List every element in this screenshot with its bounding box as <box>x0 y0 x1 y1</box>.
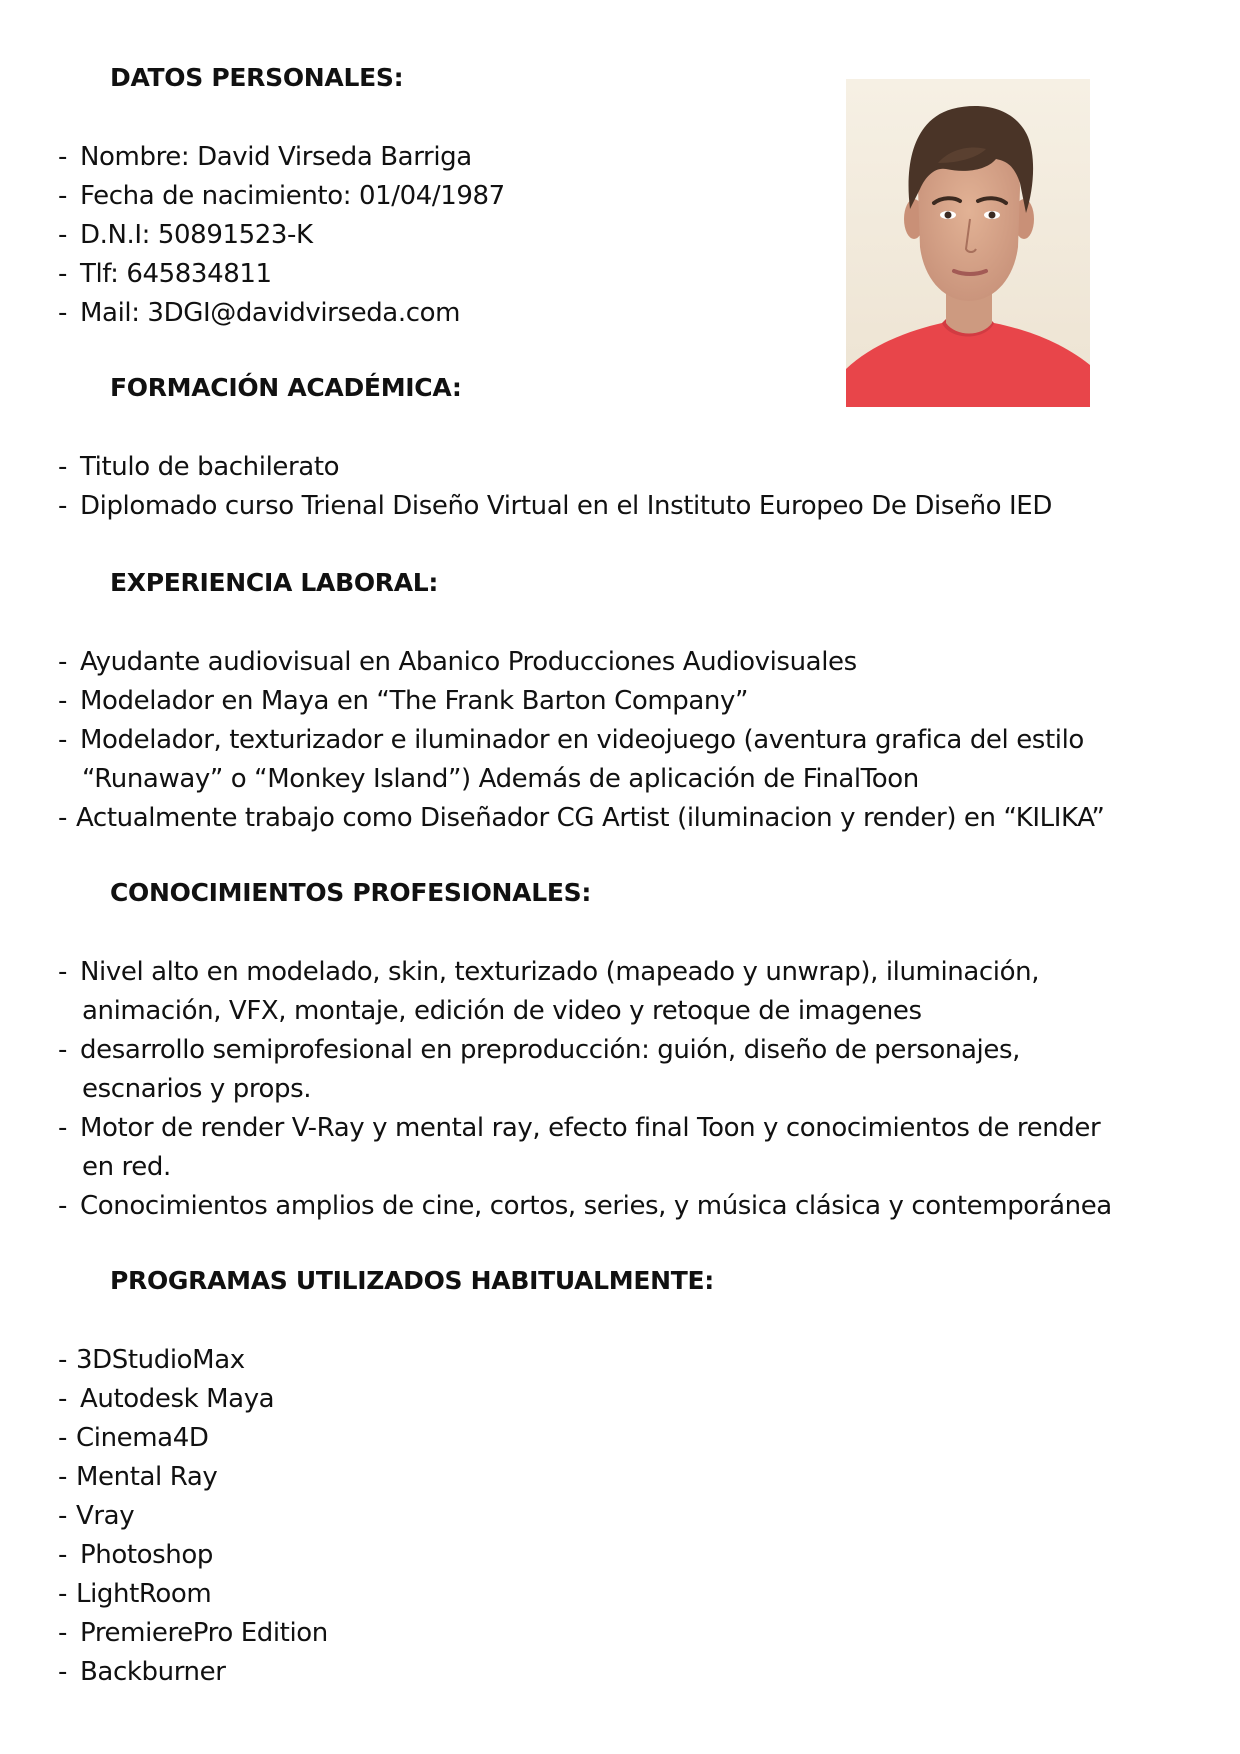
list-item: - 3DStudioMax <box>58 1345 245 1375</box>
section-experience <box>0 566 1240 838</box>
software-list <box>0 1341 1240 1692</box>
list-item: - Diplomado curso Trienal Diseño Virtual en el Instituto Europeo De Diseño IED <box>58 491 1052 521</box>
list-item: - Titulo de bachilerato <box>58 452 340 482</box>
list-item: - Fecha de nacimiento: 01/04/1987 <box>58 181 505 211</box>
email-item[interactable]: - Mail: 3DGI@davidvirseda.com <box>58 298 461 328</box>
experience-list <box>0 643 1240 838</box>
list-item: - Tlf: 645834811 <box>58 259 272 289</box>
personal-data-list <box>0 138 1240 333</box>
section-software <box>0 1264 1240 1692</box>
section-heading: DATOS PERSONALES: <box>110 63 404 92</box>
education-list <box>0 448 1240 526</box>
list-item: - Ayudante audiovisual en Abanico Producciones Audiovisuales <box>58 647 857 677</box>
list-item: - Actualmente trabajo como Diseñador CG Artist (iluminacion y render) en “KILIKA” <box>58 803 1105 833</box>
section-education <box>0 371 1240 526</box>
list-item: - desarrollo semiprofesional en preproducción: guión, diseño de personajes, escnarios y props. <box>58 1035 1020 1104</box>
list-item: - Modelador, texturizador e iluminador en videojuego (aventura grafica del estilo “Runaway” o “Monkey Island”) Además de aplicación de FinalToon <box>58 725 1084 794</box>
section-personal-data <box>0 61 1240 333</box>
section-skills <box>0 876 1240 1226</box>
list-item: - D.N.I: 50891523-K <box>58 220 313 250</box>
list-item: - Autodesk Maya <box>58 1384 275 1414</box>
list-item: - PremierePro Edition <box>58 1618 328 1648</box>
section-heading: EXPERIENCIA LABORAL: <box>110 568 439 597</box>
list-item: - Conocimientos amplios de cine, cortos, series, y música clásica y contemporánea <box>58 1191 1112 1221</box>
skills-list <box>0 953 1240 1226</box>
list-item: - Nivel alto en modelado, skin, texturizado (mapeado y unwrap), iluminación, animación, VFX, montaje, edición de video y retoque de imagenes <box>58 957 1040 1026</box>
list-item: - Cinema4D <box>58 1423 209 1453</box>
section-heading: PROGRAMAS UTILIZADOS HABITUALMENTE: <box>110 1266 714 1295</box>
section-heading: CONOCIMIENTOS PROFESIONALES: <box>110 878 592 907</box>
list-item: - Vray <box>58 1501 135 1531</box>
list-item: - Mental Ray <box>58 1462 218 1492</box>
section-heading: FORMACIÓN ACADÉMICA: <box>110 373 462 402</box>
list-item: - Modelador en Maya en “The Frank Barton Company” <box>58 686 749 716</box>
list-item: - Photoshop <box>58 1540 214 1570</box>
list-item: - Backburner <box>58 1657 226 1687</box>
list-item: - Motor de render V-Ray y mental ray, efecto final Toon y conocimientos de render en red. <box>58 1113 1101 1182</box>
list-item: - LightRoom <box>58 1579 212 1609</box>
list-item: - Nombre: David Virseda Barriga <box>58 142 472 172</box>
